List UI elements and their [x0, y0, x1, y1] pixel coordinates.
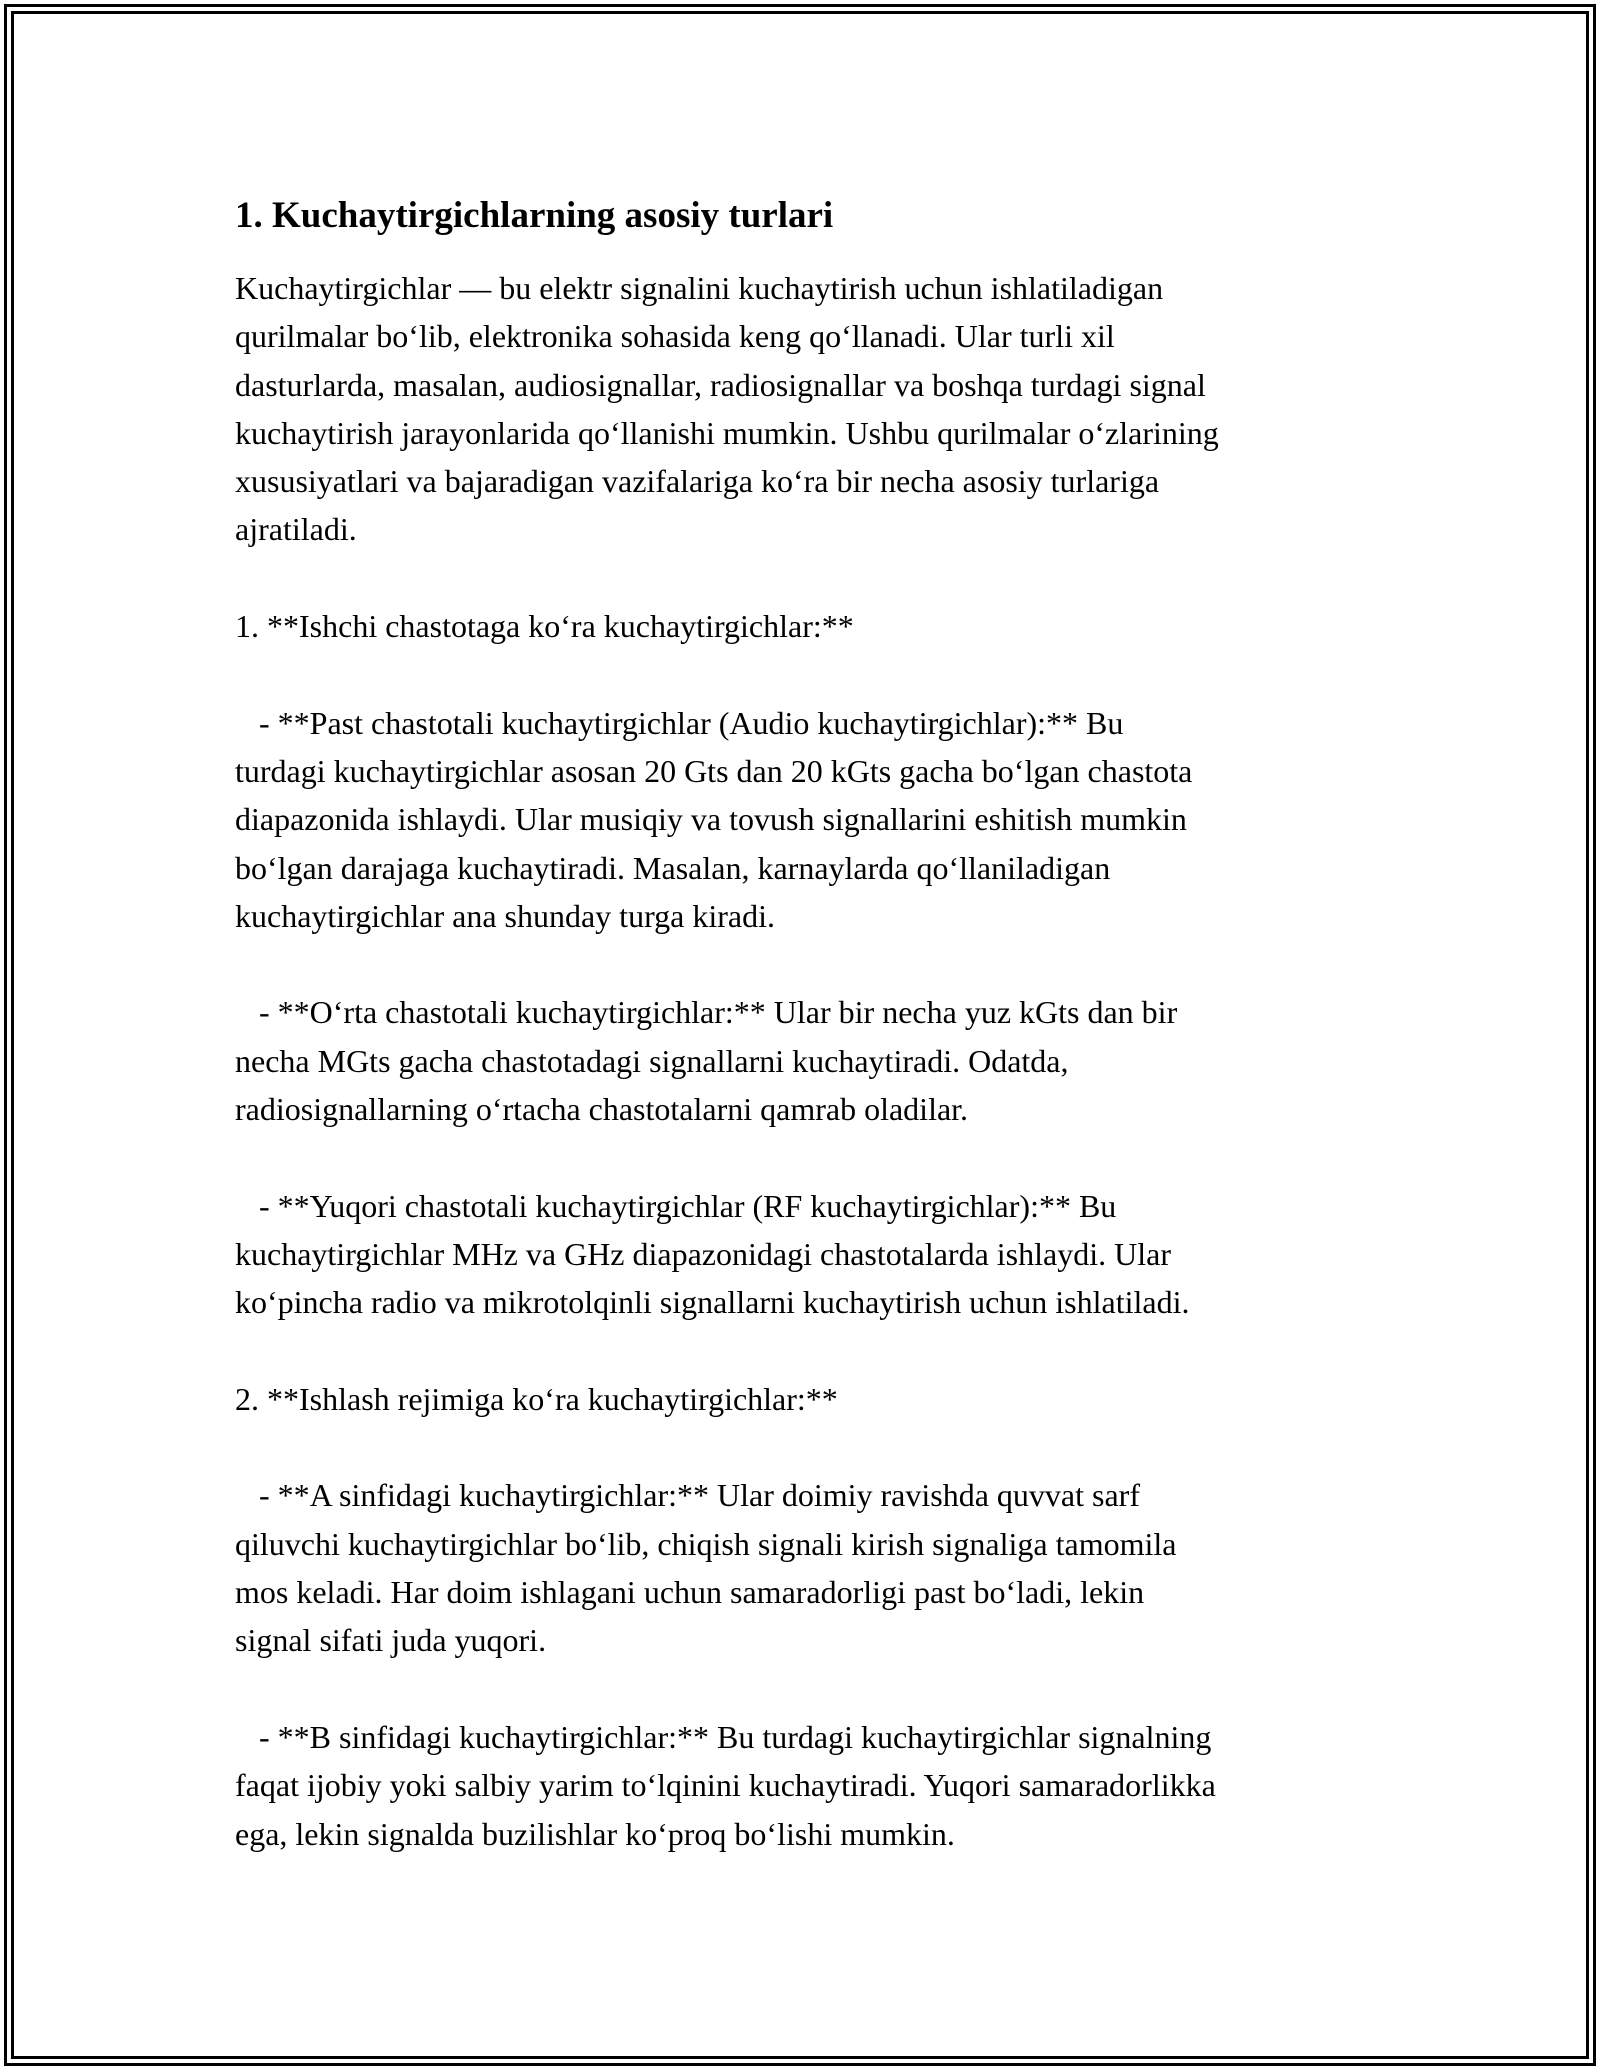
list-item-high-frequency: - **Yuqori chastotali kuchaytirgichlar (RF kuchaytirgichlar):** Bu kuchaytirgichlar MHz va GHz diapazonidagi chastotalarda ishlaydi. Ular ko‘pincha radio va mikrotolqinli signallarni kuchaytirish uchun ishlatiladi. — [235, 1187, 1190, 1321]
list-heading-frequency: 1. **Ishchi chastotaga ko‘ra kuchaytirgichlar:** — [235, 608, 854, 645]
list-item-mid-frequency: - **O‘rta chastotali kuchaytirgichlar:** Ular bir necha yuz kGts dan bir necha MGts gacha chastotadagi signallarni kuchaytiradi. Odatda, radiosignallarning o‘rtacha chastotalarni qamrab oladilar. — [235, 994, 1178, 1128]
paragraph-spacer — [235, 1423, 1385, 1471]
paragraph-spacer — [235, 1327, 1385, 1375]
list-item-class-b: - **B sinfidagi kuchaytirgichlar:** Bu turdagi kuchaytirgichlar signalning faqat ijobiy yoki salbiy yarim to‘lqinini kuchaytiradi. Yuqori samaradorlikka ega, lekin signalda buzilishlar ko‘proq bo‘lishi mumkin. — [235, 1718, 1216, 1852]
list-item-low-frequency: - **Past chastotali kuchaytirgichlar (Audio kuchaytirgichlar):** Bu turdagi kuchaytirgichlar asosan 20 Gts dan 20 kGts gacha bo‘lgan chastota diapazonida ishlaydi. Ular musiqiy va tovush signallarini eshitish mumkin bo‘lgan darajaga kuchaytiradi. Masalan, karnaylarda qo‘llaniladigan kuchaytirgichlar ana shunday turga kiradi. — [235, 704, 1193, 934]
paragraph-spacer — [235, 940, 1385, 988]
document-body — [235, 190, 1385, 1858]
paragraph-spacer — [235, 1133, 1385, 1181]
intro-paragraph: Kuchaytirgichlar — bu elektr signalini kuchaytirish uchun ishlatiladigan qurilmalar bo‘lib, elektronika sohasida keng qo‘llanadi. Ular turli xil dasturlarda, masalan, audiosignallar, radiosignallar va boshqa turdagi signal kuchaytirish jarayonlarida qo‘llanishi mumkin. Ushbu qurilmalar o‘zlarining xususiyatlari va bajaradigan vazifalariga ko‘ra bir necha asosiy turlariga ajratiladi. — [235, 270, 1219, 548]
section-heading: 1. Kuchaytirgichlarning asosiy turlari — [235, 195, 834, 236]
list-item-class-a: - **A sinfidagi kuchaytirgichlar:** Ular doimiy ravishda quvvat sarf qiluvchi kuchaytirgichlar bo‘lib, chiqish signali kirish signaliga tamomila mos keladi. Har doim ishlagani uchun samaradorligi past bo‘ladi, lekin signal sifati juda yuqori. — [235, 1477, 1177, 1659]
paragraph-spacer — [235, 1665, 1385, 1713]
paragraph-spacer — [235, 650, 1385, 698]
list-heading-mode: 2. **Ishlash rejimiga ko‘ra kuchaytirgichlar:** — [235, 1380, 838, 1417]
paragraph-spacer — [235, 554, 1385, 602]
